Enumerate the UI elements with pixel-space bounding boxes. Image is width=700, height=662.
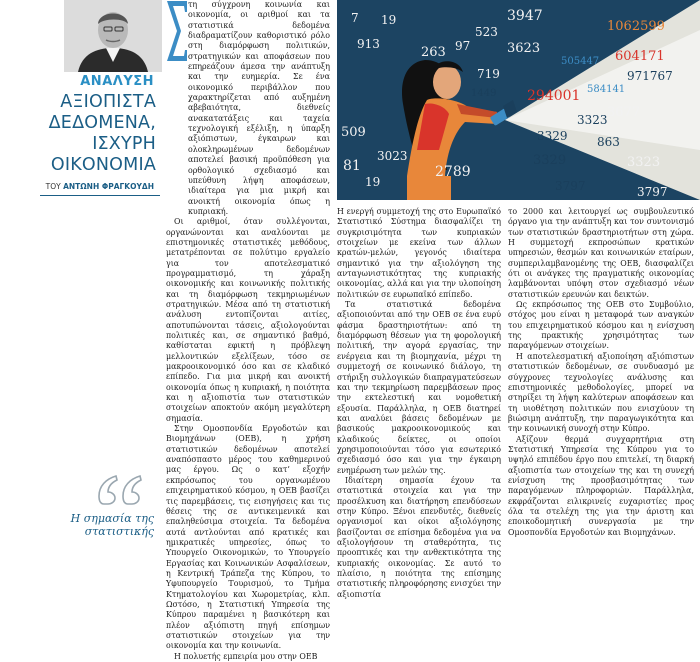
byline-divider bbox=[40, 195, 160, 196]
pull-quote: Η σημασία της στατιστικής bbox=[70, 512, 154, 538]
svg-text:97: 97 bbox=[455, 39, 471, 53]
svg-text:81: 81 bbox=[343, 158, 361, 174]
paragraph: Τα στατιστικά δεδομένα αξιοποιούνται από την ΟΕΒ σε ένα ευρύ φάσμα δραστηριοτήτων: από τη διαμόρφωση θέσεων για τη φορολογική πολιτική, την αγορά εργασίας, την ενέργεια και τη βιομηχανία, μέχρι τη συμμετοχή σε κοινωνικό διάλογο, τη στήριξη συλλογικών διαπραγματεύσεων και την τεκμηρίωση παρεμβάσεων προς την εκτελεστική και νομοθετική εξουσία. Παράλληλα, η ΟΕΒ διατηρεί και αναλύει βάσεις δεδομένων με βασικούς μακροοικονομικούς και κλαδικούς δείκτες, οι οποίοι χρησιμοποιούνται τόσο για εσωτερικό σχεδιασμό όσο και για την έγκαιρη ενημέρωση των μελών της. bbox=[337, 300, 501, 475]
drop-cap-sigma-icon bbox=[166, 0, 188, 62]
svg-text:3677: 3677 bbox=[607, 105, 641, 120]
svg-text:913: 913 bbox=[357, 37, 380, 51]
paragraph: Οι αριθμοί, όταν συλλέγονται, οργανώνονται και αναλύονται με επιστημονικές στατιστικές μεθόδους, μετατρέπονται σε πολύτιμο εργαλείο για τον αποτελεσματικό προγραμματισμό, τη χάραξη οικονομικής και κοινωνικής πολιτικής και τη διαμόρφωση τεκμηριωμένων στρατηγικών. Μέσα από τη στατιστική ανάλυση εντοπίζονται αιτίες, αποτυπώνονται τάσεις, αξιολογούνται πολιτικές και, σε σημαντικό βαθμό, καθίσταται εφικτή η πρόβλεψη μελλοντικών εξελίξεων, τόσο σε μακροοικονομικό όσο και σε κλαδικό επίπεδο. Για μια μικρή και ανοικτή οικονομία όπως η κυπριακή, η ποιότητα και η αξιοπιστία των στατιστικών στοιχείων αποκτούν ακόμη μεγαλύτερη σημασία. bbox=[166, 217, 330, 423]
svg-text:719: 719 bbox=[477, 67, 500, 81]
svg-text:7: 7 bbox=[351, 11, 359, 25]
svg-text:263: 263 bbox=[421, 45, 446, 60]
svg-text:3797: 3797 bbox=[555, 179, 586, 193]
text-column-3 bbox=[508, 207, 694, 550]
text-column-1 bbox=[166, 0, 330, 661]
numbers-illustration bbox=[337, 0, 700, 200]
svg-text:3329: 3329 bbox=[533, 153, 567, 168]
svg-text:3323: 3323 bbox=[627, 155, 661, 170]
paragraph: Ιδιαίτερη σημασία έχουν τα στατιστικά στοιχεία και για την προσέλκυση και διατήρηση επενδύσεων στην Κύπρο. Ξένοι επενδυτές, διεθνείς οργανισμοί και οίκοι αξιολόγησης βασίζονται σε επίσημα δεδομένα για να αξιολογήσουν τη σταθερότητα, τις προοπτικές και την ανθεκτικότητα της κυπριακής οικονομίας. Σε αυτό το πλαίσιο, η ποιότητα της επίσημης στατιστικής πληροφόρησης ενισχύει την αξιοπιστία bbox=[337, 475, 501, 599]
svg-text:3329: 3329 bbox=[537, 129, 568, 143]
svg-text:523: 523 bbox=[475, 25, 498, 39]
svg-text:509: 509 bbox=[341, 125, 366, 140]
author-portrait-icon bbox=[64, 0, 162, 72]
svg-text:3623: 3623 bbox=[507, 41, 541, 56]
quote-mark-icon bbox=[98, 474, 152, 508]
svg-text:505447: 505447 bbox=[561, 56, 600, 67]
author-name: ΑΝΤΩΝΗ ΦΡΑΓΚΟΥΔΗ bbox=[63, 182, 154, 191]
headline: ΑΞΙΟΠΙΣΤΑ ΔΕΔΟΜΕΝΑ, ΙΣΧΥΡΗ ΟΙΚΟΝΟΜΙΑ bbox=[48, 92, 156, 175]
svg-text:19: 19 bbox=[381, 13, 397, 27]
svg-text:19: 19 bbox=[365, 175, 381, 189]
author-photo bbox=[64, 0, 162, 72]
paragraph: Αξίζουν θερμά συγχαρητήρια στη Στατιστική Υπηρεσία της Κύπρου για το υψηλό επιπέδου έργο που επιτελεί, τη διαρκή αξιοπιστία των στοιχείων της και τη συνεχή ενίσχυση της προσβασιμότητας των παραγόμενων πληροφοριών. Παράλληλα, εκφράζονται ειλικρινείς ευχαριστίες προς όλα τα στελέχη της για την άριστη και εποικοδομητική συνεργασία με την Ομοσπονδία Εργοδοτών και Βιομηχάνων. bbox=[508, 434, 694, 537]
text-column-2 bbox=[337, 207, 501, 599]
byline bbox=[0, 182, 162, 191]
svg-text:3797: 3797 bbox=[637, 185, 668, 199]
illustration-svg bbox=[337, 0, 700, 200]
paragraph: Ως εκπρόσωπος της ΟΕΒ στο Συμβούλιο, στόχος μου είναι η μεταφορά των αναγκών του επιχειρηματικού κόσμου και η ενίσχυση της πρακτικής χρησιμότητας των παραγόμενων στοιχείων. bbox=[508, 300, 694, 351]
svg-text:2789: 2789 bbox=[435, 164, 471, 180]
sidebar bbox=[0, 0, 162, 550]
svg-text:584141: 584141 bbox=[587, 84, 626, 95]
svg-text:294001: 294001 bbox=[527, 88, 581, 104]
svg-text:3947: 3947 bbox=[507, 8, 543, 24]
svg-text:863: 863 bbox=[597, 135, 620, 149]
paragraph: τη σύγχρονη κοινωνία και οικονομία, οι αριθμοί και τα στατιστικά δεδομένα διαδραματίζουν καθοριστικό ρόλο στη διαμόρφωση πολιτικών, στρατηγικών και αποφάσεων που επηρεάζουν άμεσα την ανάπτυξη και την ευημερία. Σε ένα οικονομικό περιβάλλον που χαρακτηρίζεται από αυξημένη αβεβαιότητα, διεθνείς ανακατατάξεις και ταχεία τεχνολογική εξέλιξη, η ύπαρξη αξιόπιστων, έγκαιρων και ολοκληρωμένων δεδομένων αποτελεί βασική προϋπόθεση για ορθολογικό σχεδιασμό και υπεύθυνη λήψη αποφάσεων, ιδιαίτερα για μια μικρή και ανοικτή οικονομία όπως η κυπριακή. bbox=[188, 0, 330, 216]
paragraph: Η πολυετής εμπειρία μου στην ΟΕΒ bbox=[174, 651, 318, 661]
paragraph: το 2000 και λειτουργεί ως συμβουλευτικό όργανο για την ανάπτυξη και τον συντονισμό των στατιστικών δραστηριοτήτων στη χώρα. Η συμμετοχή εκπροσώπων κρατικών υπηρεσιών, θεσμών και κοινωνικών εταίρων, συμπεριλαμβανομένης της ΟΕΒ, διασφαλίζει ότι οι ανάγκες της πραγματικής οικονομίας λαμβάνονται υπόψη στον σχεδιασμό νέων στατιστικών ερευνών και δεικτών. bbox=[508, 207, 694, 299]
svg-text:3323: 3323 bbox=[577, 113, 608, 127]
svg-text:1062599: 1062599 bbox=[607, 19, 665, 34]
svg-text:1449: 1449 bbox=[471, 88, 497, 99]
svg-text:604171: 604171 bbox=[615, 49, 665, 64]
section-label: ΑΝΑΛΥΣΗ bbox=[80, 74, 154, 89]
svg-text:971767: 971767 bbox=[627, 69, 673, 83]
paragraph: Η ενεργή συμμετοχή της στο Ευρωπαϊκό Στατιστικό Σύστημα διασφαλίζει τη συγκρισιμότητα των κυπριακών στοιχείων με εκείνα των άλλων κρατών-μελών, γεγονός ιδιαίτερα σημαντικό για την αξιολόγηση της ανταγωνιστικότητας της κυπριακής οικονομίας, αλλά και για την υλοποίηση πολιτικών σε ευρωπαϊκό επίπεδο. bbox=[337, 207, 501, 299]
byline-prefix: ΤΟΥ bbox=[45, 182, 61, 191]
paragraph: Στην Ομοσπονδία Εργοδοτών και Βιομηχάνων (ΟΕΒ), η χρήση στατιστικών δεδομένων αποτελεί αναπόσπαστο μέρος του καθημερινού μας έργου. Ως ο κατ’ εξοχήν εκπρόσωπος του οργανωμένου επιχειρηματικού κόσμου, η ΟΕΒ βασίζει τις παρεμβάσεις, τις εισηγήσεις και τις θέσεις της σε αντικειμενικά και επαληθεύσιμα στοιχεία. Τα δεδομένα αυτά αντλούνται από κρατικές και ημικρατικές υπηρεσίες, όπως το Υπουργείο Οικονομικών, το Υπουργείο Εργασίας και Κοινωνικών Ασφαλίσεων, η Κεντρική Τράπεζα της Κύπρου, το Υφυπουργείο Τουρισμού, το Τμήμα Κτηματολογίου και Χωρομετρίας, κλπ. Ωστόσο, η Στατιστική Υπηρεσία της Κύπρου παραμένει η βασικότερη και πλέον αξιόπιστη πηγή επίσημων στατιστικών στοιχείων για την οικονομία και την κοινωνία. bbox=[166, 424, 330, 651]
svg-text:3023: 3023 bbox=[377, 149, 408, 163]
paragraph: Η αποτελεσματική αξιοποίηση αξιόπιστων στατιστικών δεδομένων, σε συνδυασμό με σύγχρονες τεχνολογίες ανάλυσης και επιστημονικές μεθοδολογίες, μπορεί να στηρίξει τη λήψη καλύτερων αποφάσεων και τη υιοθέτηση πολιτικών που ενισχύουν τη βιώσιμη ανάπτυξη, την παραγωγικότητα και την κοινωνική συνοχή στην Κύπρο. bbox=[508, 351, 694, 434]
